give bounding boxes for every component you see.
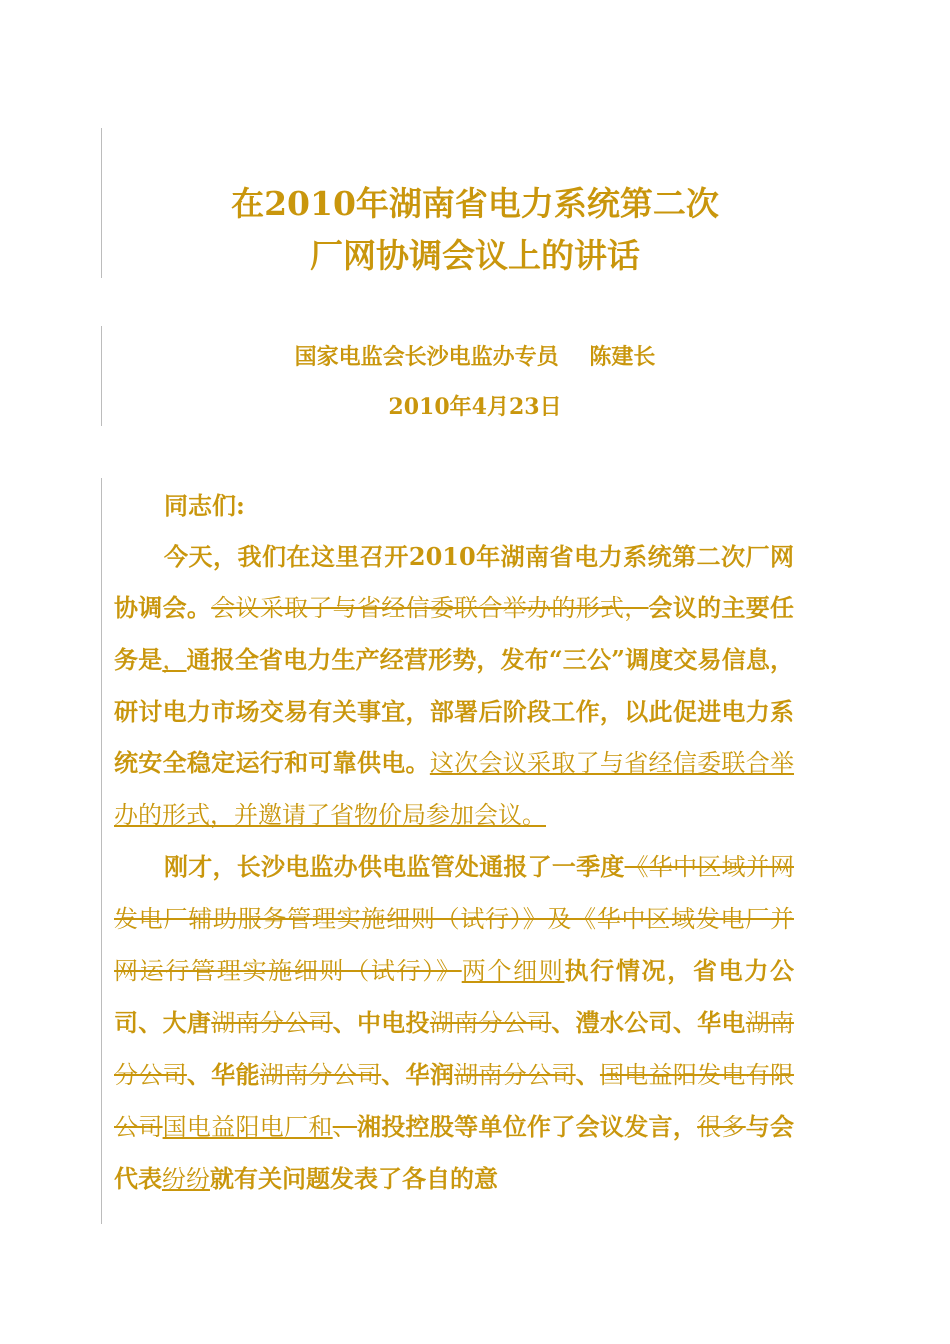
deleted-text: 国电益阳发电有限公司	[114, 1061, 795, 1141]
paragraph-2: 刚才，长沙电监办供电监管处通报了一季度《华中区域并网发电厂辅助服务管理实施细则（试行）》及《华中区域发电厂并网运行管理实施细则（试行）》两个细则执行情况，省电力公司、大唐湖南分公司、中电投湖南分公司、澧水公司、华电湖南分公司、华能湖南分公司、华润湖南分公司、国电益阳发电有限公司国电益阳电厂和、湘投控股等单位作了会议发言，很多与会代表纷纷就有关问题发表了各自的意	[114, 852, 795, 1193]
deleted-text: 湖南分公司	[211, 1009, 333, 1037]
document-title	[100, 178, 850, 282]
deleted-text: 、	[332, 1113, 357, 1141]
title-line-2: 厂网协调会议上的讲话	[310, 236, 640, 275]
inserted-text: 纷纷	[162, 1165, 210, 1193]
revision-bar	[101, 478, 102, 1224]
deleted-text: 会议采取了与省经信委联合举办的形式，	[211, 594, 649, 622]
deleted-text: 很多	[697, 1113, 746, 1141]
inserted-text: 两个细则	[461, 957, 565, 985]
speech-date: 2010年4月23日	[388, 394, 562, 420]
deleted-text: 湖南分公司	[259, 1061, 382, 1089]
deleted-text: 湖南分公司	[454, 1061, 576, 1089]
speech-body	[114, 480, 794, 1205]
speaker-line	[100, 340, 850, 371]
speaker-position: 国家电监会长沙电监办专员	[294, 344, 559, 370]
deleted-text: 湖南分公司	[429, 1009, 552, 1037]
paragraph-1: 今天，我们在这里召开2010年湖南省电力系统第二次厂网协调会。会议采取了与省经信委联合举办的形式，会议的主要任务是，通报全省电力生产经营形势，发布“三公”调度交易信息，研讨电力市场交易有关事宜，部署后阶段工作，以此促进电力系统安全稳定运行和可靠供电。这次会议采取了与省经信委联合举办的形式，并邀请了省物价局参加会议。	[114, 542, 795, 829]
deleted-text: 湖南分公司	[114, 1009, 795, 1089]
inserted-text: 这次会议采取了与省经信委联合举办的形式，并邀请了省物价局参加会议。	[114, 749, 795, 829]
inserted-text: 国电益阳电厂和	[162, 1113, 333, 1141]
speaker-name: 陈建长	[589, 344, 656, 370]
deleted-text: 《华中区域并网发电厂辅助服务管理实施细则（试行）》及《华中区域发电厂并网运行管理实施细则（试行）》	[114, 853, 795, 985]
greeting: 同志们:	[164, 491, 245, 520]
title-line-1: 在2010年湖南省电力系统第二次	[231, 184, 719, 223]
inserted-text: ，	[162, 646, 187, 674]
